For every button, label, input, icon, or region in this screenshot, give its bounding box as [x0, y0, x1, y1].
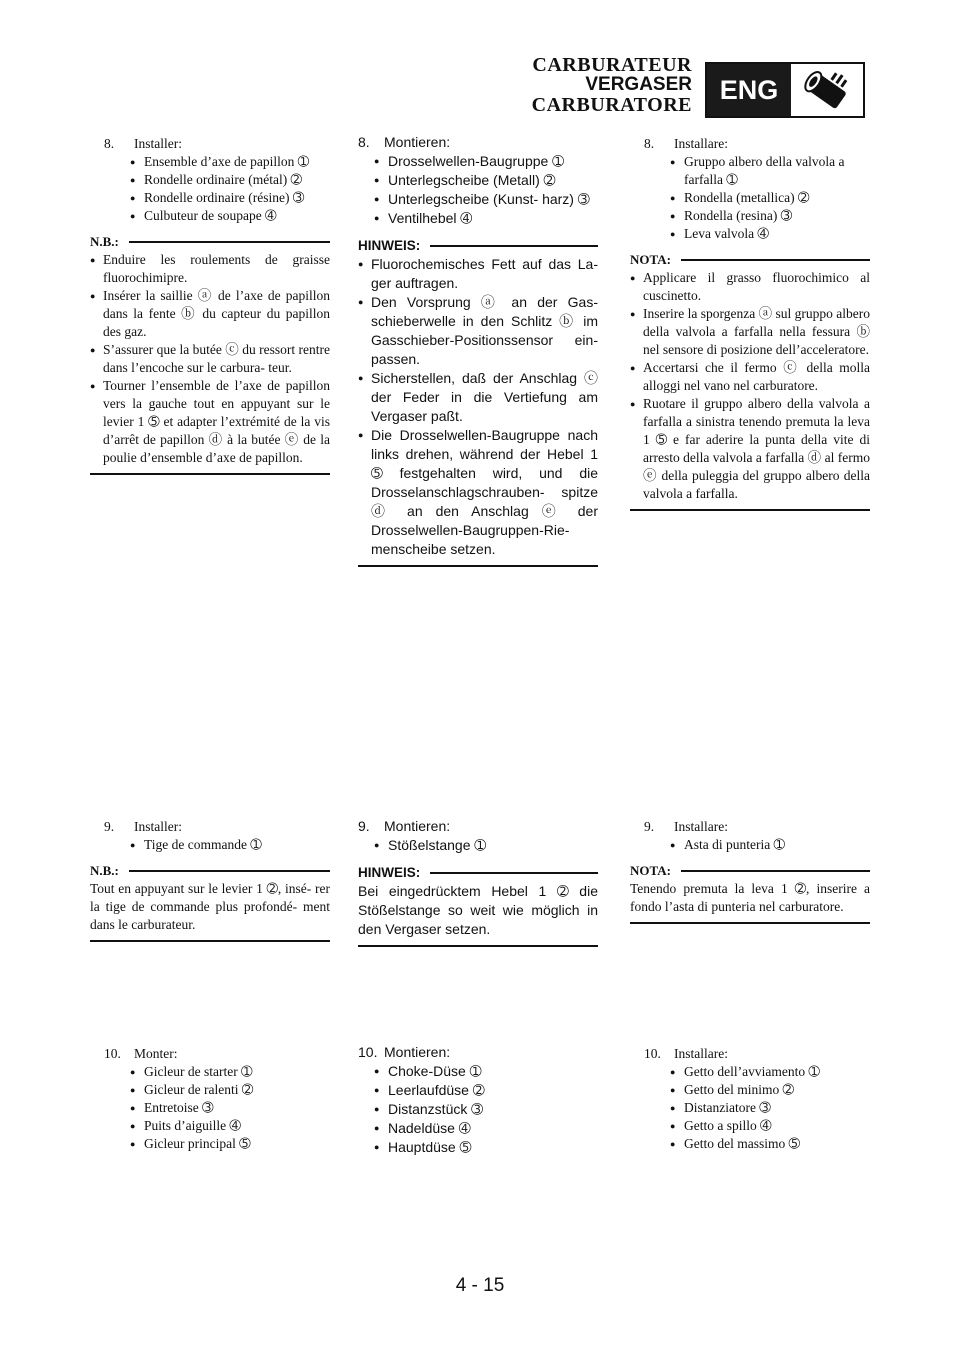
parts-list — [630, 1063, 870, 1153]
list-item: ● Applicare il grasso fluorochimico al cuscinetto. — [630, 269, 870, 305]
note-text: Tout en appuyant sur le levier 1 ➁, insé- rer la tige de commande plus profondé- ment dans le carburateur. — [90, 881, 330, 932]
divider — [430, 245, 598, 247]
step-number: 9. — [358, 818, 370, 834]
note-text: Tenendo premuta la leva 1 ➁, inserire a fondo l’asta di punteria nel carburatore. — [630, 881, 870, 914]
step-number: 9. — [644, 819, 655, 834]
list-item: ● Accertarsi che il fermo ⓒ della molla alloggi nel vano nel carburatore. — [630, 359, 870, 395]
engine-icon — [791, 64, 863, 116]
title-french: CARBURATEUR — [532, 54, 692, 76]
note-list — [630, 269, 870, 503]
step-title: Installer: — [134, 136, 182, 151]
step-title: Installare: — [674, 819, 728, 834]
list-item: ● Culbuteur de soupape ➃ — [130, 207, 330, 225]
list-item: ● Distanziatore ➂ — [670, 1099, 870, 1117]
section-badge — [705, 62, 865, 118]
list-item: ● Puits d’aiguille ➃ — [130, 1117, 330, 1135]
divider — [630, 922, 870, 924]
list-item: ● Rondelle ordinaire (résine) ➂ — [130, 189, 330, 207]
divider — [681, 259, 870, 261]
list-item: ● Insérer la saillie ⓐ de l’axe de papillon dans la fente ⓑ du capteur du papillon des gaz. — [90, 287, 330, 341]
page-number: 4 - 15 — [455, 1275, 505, 1296]
divider — [129, 241, 330, 243]
parts-list — [630, 836, 870, 854]
section-title — [532, 55, 692, 115]
list-item: ● Sicherstellen, daß der Anschlag ⓒ der Feder in die Vertiefung am Vergaser paßt. — [358, 369, 598, 426]
list-item: ● Fluorochemisches Fett auf das La- ger auftragen. — [358, 255, 598, 293]
step-number: 9. — [104, 819, 115, 834]
italian-step-9 — [630, 818, 870, 924]
divider — [358, 565, 598, 567]
note-label: N.B.: — [90, 863, 119, 878]
italian-step-8 — [630, 135, 870, 511]
list-item: ● Die Drosselwellen-Baugruppe nach links drehen, während der Hebel 1 ➄ festgehalten wird, und die Drosselanschlagschrauben- spitze ⓓ an den Anschlag ⓔ der Drosselwellen-Baugruppen-Rie- menscheibe setzen. — [358, 426, 598, 559]
list-item: ● Rondella (metallica) ➁ — [670, 189, 870, 207]
step-number: 8. — [358, 134, 370, 150]
parts-list — [358, 152, 598, 228]
step-title: Montieren: — [384, 1044, 451, 1060]
divider — [681, 870, 870, 872]
note-label: HINWEIS: — [358, 238, 421, 253]
list-item: ● S’assurer que la butée ⓒ du ressort rentre dans l’encoche sur le carbura- teur. — [90, 341, 330, 377]
list-item: ● Rondella (resina) ➂ — [670, 207, 870, 225]
list-item: ● Unterlegscheibe (Kunst- harz) ➂ — [374, 190, 598, 209]
list-item: ● Ruotare il gruppo albero della valvola a farfalla a sinistra tenendo premuta la leva 1 ➄ e far aderire la punta della vite di arresto della valvola a farfalla ⓓ al fermo ⓔ della puleggia del gruppo albero della valvola a farfalla. — [630, 395, 870, 503]
list-item: ● Entretoise ➂ — [130, 1099, 330, 1117]
list-item: ● Leerlaufdüse ➁ — [374, 1081, 598, 1100]
note-box — [358, 236, 598, 567]
step-number: 8. — [644, 136, 655, 151]
note-box — [358, 863, 598, 947]
list-item: ● Getto dell’avviamento ➀ — [670, 1063, 870, 1081]
parts-list — [358, 836, 598, 855]
list-item: ● Tige de commande ➀ — [130, 836, 330, 854]
divider — [129, 870, 330, 872]
step-title: Monter: — [134, 1046, 178, 1061]
note-box — [90, 233, 330, 475]
list-item: ● Gicleur de starter ➀ — [130, 1063, 330, 1081]
list-item: ● Asta di punteria ➀ — [670, 836, 870, 854]
step-number: 10. — [104, 1046, 121, 1061]
list-item: ● Distanzstück ➂ — [374, 1100, 598, 1119]
german-step-10 — [358, 1043, 598, 1157]
list-item: ● Rondelle ordinaire (métal) ➁ — [130, 171, 330, 189]
divider — [358, 945, 598, 947]
step-number: 10. — [644, 1046, 661, 1061]
french-step-8 — [90, 135, 330, 475]
title-italian: CARBURATORE — [531, 94, 692, 116]
list-item: ● Unterlegscheibe (Metall) ➁ — [374, 171, 598, 190]
badge-label: ENG — [707, 64, 791, 116]
step-number: 10. — [358, 1044, 378, 1060]
step-title: Installare: — [674, 136, 728, 151]
divider — [90, 473, 330, 475]
step-title: Montieren: — [384, 818, 451, 834]
step-title: Montieren: — [384, 134, 451, 150]
note-label: N.B.: — [90, 234, 119, 249]
title-german: VERGASER — [585, 74, 692, 95]
list-item: ● Tourner l’ensemble de l’axe de papillon vers la gauche tout en appuyant sur le levier 1 ➄ et adapter l’extrémité de la vis d’arrêt de papillon ⓓ à la butée ⓔ de la poulie d’ensemble d’axe de papillon. — [90, 377, 330, 467]
parts-list — [358, 1062, 598, 1157]
note-box — [630, 251, 870, 511]
french-step-9 — [90, 818, 330, 942]
list-item: ● Inserire la sporgenza ⓐ sul gruppo albero della valvola a farfalla nella fessura ⓑ nel sensore di posizione dell’acceleratore. — [630, 305, 870, 359]
list-item: ● Ventilhebel ➃ — [374, 209, 598, 228]
divider — [630, 509, 870, 511]
divider — [430, 872, 598, 874]
step-title: Installer: — [134, 819, 182, 834]
parts-list — [90, 153, 330, 225]
list-item: ● Getto del massimo ➄ — [670, 1135, 870, 1153]
note-label: NOTA: — [630, 863, 671, 878]
note-list — [358, 255, 598, 559]
list-item: ● Nadeldüse ➃ — [374, 1119, 598, 1138]
list-item: ● Choke-Düse ➀ — [374, 1062, 598, 1081]
list-item: ● Stößelstange ➀ — [374, 836, 598, 855]
italian-step-10 — [630, 1045, 870, 1153]
note-text: Bei eingedrücktem Hebel 1 ➁ die Stößelstange so weit wie möglich in den Vergaser setzen. — [358, 883, 598, 937]
french-step-10 — [90, 1045, 330, 1153]
list-item: ● Drosselwellen-Baugruppe ➀ — [374, 152, 598, 171]
note-label: HINWEIS: — [358, 865, 421, 880]
german-step-9 — [358, 817, 598, 947]
list-item: ● Getto del minimo ➁ — [670, 1081, 870, 1099]
step-number: 8. — [104, 136, 115, 151]
parts-list — [90, 1063, 330, 1153]
step-title: Installare: — [674, 1046, 728, 1061]
note-box — [90, 862, 330, 942]
note-list — [90, 251, 330, 467]
parts-list — [90, 836, 330, 854]
note-label: NOTA: — [630, 252, 671, 267]
list-item: ● Gicleur de ralenti ➁ — [130, 1081, 330, 1099]
list-item: ● Gruppo albero della valvola a farfalla ➀ — [670, 153, 870, 189]
list-item: ● Leva valvola ➃ — [670, 225, 870, 243]
divider — [90, 940, 330, 942]
note-box — [630, 862, 870, 924]
parts-list — [630, 153, 870, 243]
list-item: ● Den Vorsprung ⓐ an der Gas- schieberwelle in den Schlitz ⓑ im Gasschieber-Positionssensor ein- passen. — [358, 293, 598, 369]
list-item: ● Hauptdüse ➄ — [374, 1138, 598, 1157]
list-item: ● Enduire les roulements de graisse fluorochimipre. — [90, 251, 330, 287]
list-item: ● Ensemble d’axe de papillon ➀ — [130, 153, 330, 171]
german-step-8 — [358, 133, 598, 567]
list-item: ● Gicleur principal ➄ — [130, 1135, 330, 1153]
list-item: ● Getto a spillo ➃ — [670, 1117, 870, 1135]
